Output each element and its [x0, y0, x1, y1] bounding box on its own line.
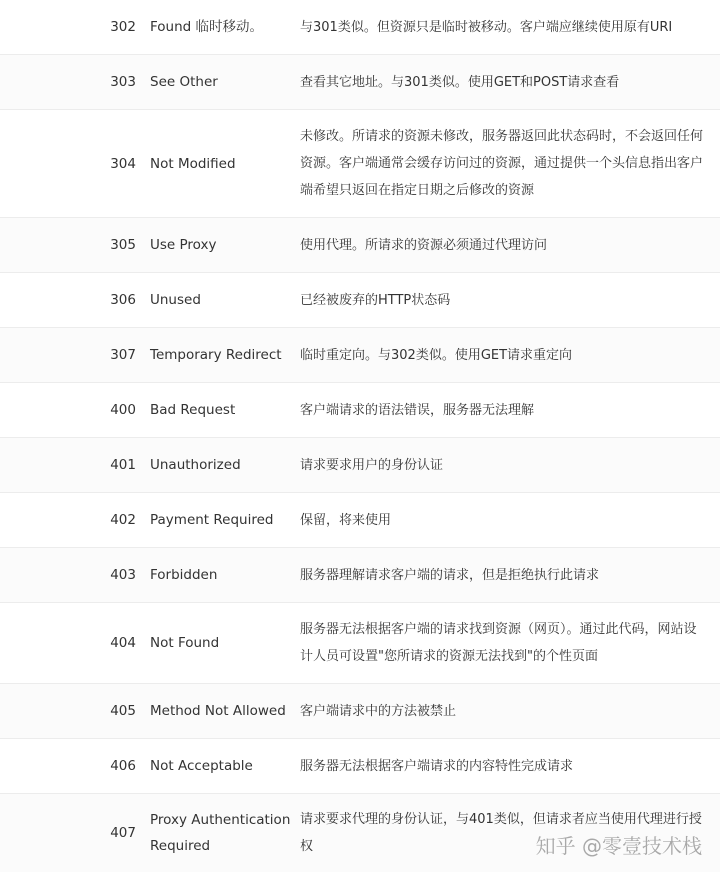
status-code: 402 — [110, 512, 136, 528]
reason-phrase: Unused — [150, 292, 201, 308]
table-row — [0, 218, 720, 273]
description: 已经被废弃的HTTP状态码 — [300, 292, 451, 308]
status-code: 307 — [110, 347, 136, 363]
description: 服务器理解请求客户端的请求，但是拒绝执行此请求 — [300, 567, 600, 583]
description: 客户端请求的语法错误，服务器无法理解 — [300, 402, 535, 418]
reason-phrase: Not Modified — [150, 155, 236, 172]
reason-phrase: Not Found — [150, 635, 220, 651]
reason-phrase: Bad Request — [150, 402, 236, 418]
description: 查看其它地址。与301类似。使用GET和POST请求查看 — [300, 74, 620, 90]
description: 服务器无法根据客户端的请求找到资源（网页）。通过此代码，网站设计人员可设置"您所请求的资源无法找到"的个性页面 — [300, 622, 697, 664]
description: 保留，将来使用 — [300, 512, 392, 528]
reason-phrase: Unauthorized — [150, 457, 241, 473]
table-row — [0, 493, 720, 548]
reason-phrase: Proxy Authentication Required — [150, 812, 291, 854]
table-row — [0, 603, 720, 684]
reason-phrase: Temporary Redirect — [150, 347, 282, 363]
status-code: 401 — [110, 457, 136, 473]
table-row — [0, 110, 720, 218]
status-code: 405 — [110, 703, 136, 719]
table-row — [0, 0, 720, 55]
watermark: 知乎 @零壹技术栈 — [535, 834, 702, 858]
table-row — [0, 739, 720, 794]
status-code: 306 — [110, 292, 136, 308]
table-row — [0, 273, 720, 328]
description: 请求要求代理的身份认证，与401类似，但请求者应当使用代理进行授权 — [300, 812, 702, 854]
description: 临时重定向。与302类似。使用GET请求重定向 — [300, 347, 573, 363]
description: 服务器无法根据客户端请求的内容特性完成请求 — [300, 758, 574, 774]
description: 未修改。所请求的资源未修改，服务器返回此状态码时，不会返回任何资源。客户端通常会缓存访问过的资源，通过提供一个头信息指出客户端希望只返回在指定日期之后修改的资源 — [300, 129, 704, 198]
table-row — [0, 438, 720, 493]
status-code: 404 — [110, 635, 136, 651]
table-row — [0, 383, 720, 438]
table-row — [0, 684, 720, 739]
reason-phrase: Forbidden — [150, 567, 218, 583]
description: 客户端请求中的方法被禁止 — [300, 703, 457, 719]
status-code: 305 — [110, 237, 136, 253]
reason-phrase: Payment Required — [150, 512, 274, 528]
table-row — [0, 548, 720, 603]
reason-phrase: See Other — [150, 74, 218, 90]
reason-phrase: Not Acceptable — [150, 758, 253, 774]
status-code: 303 — [110, 74, 136, 90]
description: 使用代理。所请求的资源必须通过代理访问 — [300, 237, 548, 253]
status-code: 406 — [110, 758, 136, 774]
table-row — [0, 55, 720, 110]
status-code: 407 — [110, 825, 136, 841]
table-row — [0, 328, 720, 383]
status-code: 304 — [110, 155, 136, 172]
status-code: 400 — [110, 402, 136, 418]
reason-phrase: Use Proxy — [150, 237, 217, 253]
description: 请求要求用户的身份认证 — [300, 457, 444, 473]
reason-phrase: Found 临时移动。 — [150, 19, 264, 35]
status-code: 302 — [110, 19, 136, 35]
description: 与301类似。但资源只是临时被移动。客户端应继续使用原有URI — [300, 19, 673, 35]
reason-phrase: Method Not Allowed — [150, 703, 286, 719]
status-code: 403 — [110, 567, 136, 583]
